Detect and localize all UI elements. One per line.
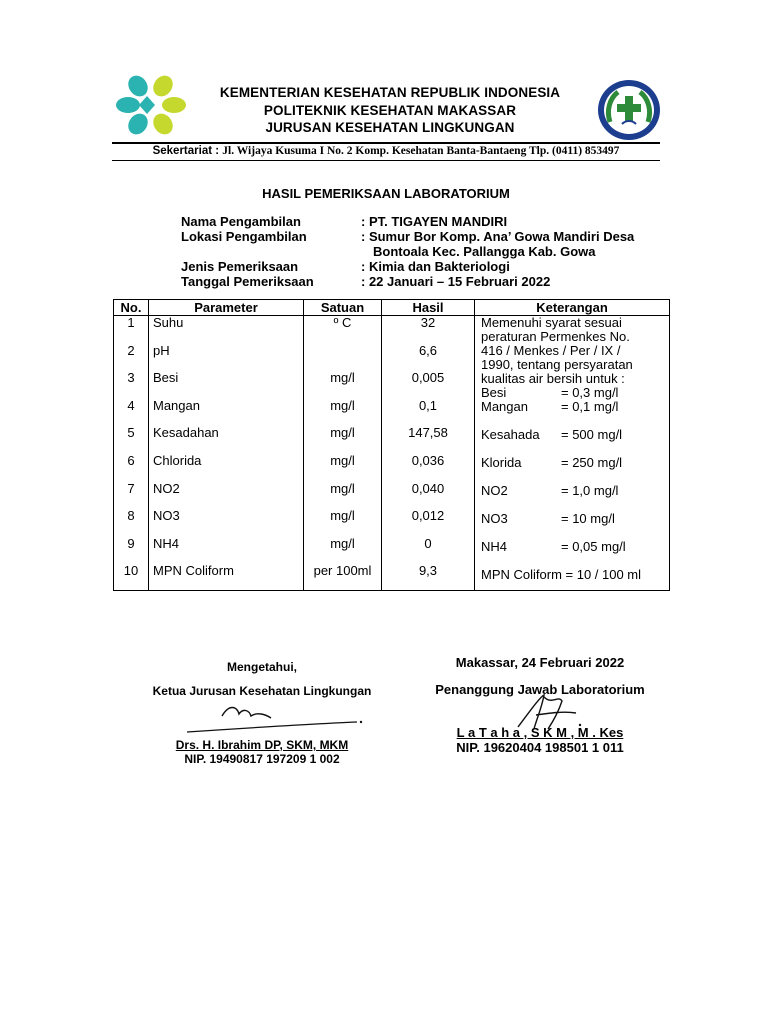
limit-no2 bbox=[481, 484, 666, 498]
cell-satuan: mg/l bbox=[304, 399, 382, 427]
limit-name: Kesahada bbox=[481, 427, 540, 442]
column-header-keterangan: Keterangan bbox=[475, 300, 670, 316]
signatory-name: L a T a h a , S K M , M . Kes bbox=[456, 725, 624, 740]
cell-no: 5 bbox=[114, 426, 149, 454]
cell-hasil: 9,3 bbox=[382, 564, 475, 591]
cell-no: 3 bbox=[114, 371, 149, 399]
cell-no: 2 bbox=[114, 344, 149, 372]
secretariat-label: Sekertariat : bbox=[152, 145, 220, 157]
limit-name: NH4 bbox=[481, 539, 508, 554]
signatory-nip: NIP. 19620404 198501 1 011 bbox=[456, 740, 624, 755]
limit-name: Besi bbox=[481, 385, 507, 400]
cell-satuan: mg/l bbox=[304, 537, 382, 565]
column-header-no: No. bbox=[114, 300, 149, 316]
cell-hasil: 0 bbox=[382, 537, 475, 565]
limit-value: = 0,1 mg/l bbox=[561, 399, 619, 414]
limit-coliform: MPN Coliform = 10 / 100 ml bbox=[481, 567, 642, 582]
document-title: HASIL PEMERIKSAAN LABORATORIUM bbox=[262, 186, 510, 201]
info-value: : Kimia dan Bakteriologi bbox=[361, 259, 510, 274]
limit-name: NO2 bbox=[481, 483, 508, 498]
keterangan-line: kualitas air bersih untuk : bbox=[481, 371, 625, 386]
limit-kesadahan bbox=[481, 428, 666, 442]
info-value: : Sumur Bor Komp. Ana’ Gowa Mandiri Desa bbox=[361, 229, 635, 244]
signatory-name: Drs. H. Ibrahim DP, SKM, MKM bbox=[175, 738, 349, 752]
ministry-of-health-logo bbox=[114, 72, 188, 138]
limit-mangan bbox=[481, 400, 666, 414]
secretariat-line bbox=[112, 145, 660, 157]
poltekkes-seal-logo bbox=[596, 78, 662, 142]
info-value: : PT. TIGAYEN MANDIRI bbox=[361, 214, 508, 229]
cell-no: 8 bbox=[114, 509, 149, 537]
cell-satuan: mg/l bbox=[304, 371, 382, 399]
header-divider-top bbox=[112, 142, 660, 144]
cell-hasil: 0,005 bbox=[382, 371, 475, 399]
cell-hasil: 32 bbox=[382, 316, 475, 344]
signature-block-left bbox=[112, 660, 412, 766]
signature-title: Penanggung Jawab Laboratorium bbox=[435, 682, 645, 697]
limit-klorida bbox=[481, 456, 666, 470]
info-label: Nama Pengambilan bbox=[181, 214, 301, 229]
cell-hasil: 147,58 bbox=[382, 426, 475, 454]
limit-name: Klorida bbox=[481, 455, 522, 470]
header-divider-bottom bbox=[112, 160, 660, 161]
cell-satuan: mg/l bbox=[304, 454, 382, 482]
department-name: JURUSAN KESEHATAN LINGKUNGAN bbox=[265, 120, 515, 135]
limit-value: = 250 mg/l bbox=[561, 455, 623, 470]
limit-value: = 0,3 mg/l bbox=[561, 385, 619, 400]
cell-parameter: pH bbox=[149, 344, 304, 372]
handwritten-signature bbox=[147, 698, 377, 738]
limit-name: NO3 bbox=[481, 511, 508, 526]
info-value-continuation: Bontoala Kec. Pallangga Kab. Gowa bbox=[373, 244, 596, 259]
institution-name: POLITEKNIK KESEHATAN MAKASSAR bbox=[263, 102, 517, 118]
cell-no: 7 bbox=[114, 482, 149, 510]
cell-hasil: 0,1 bbox=[382, 399, 475, 427]
keterangan-line: Memenuhi syarat sesuai bbox=[481, 315, 622, 330]
cell-parameter: Mangan bbox=[149, 399, 304, 427]
signature-block-right bbox=[410, 655, 670, 755]
cell-parameter: Chlorida bbox=[149, 454, 304, 482]
limit-value: = 1,0 mg/l bbox=[561, 483, 619, 498]
limit-value: = 10 mg/l bbox=[561, 511, 615, 526]
keterangan-line: peraturan Permenkes No. bbox=[481, 329, 630, 344]
info-value: : 22 Januari – 15 Februari 2022 bbox=[361, 274, 551, 289]
letterhead bbox=[180, 84, 600, 137]
keterangan-line: 416 / Menkes / Per / IX / bbox=[481, 343, 621, 358]
keterangan-column bbox=[481, 316, 666, 582]
cell-hasil: 0,012 bbox=[382, 509, 475, 537]
limit-nh4 bbox=[481, 540, 666, 554]
cell-satuan: mg/l bbox=[304, 426, 382, 454]
info-label: Jenis Pemeriksaan bbox=[181, 259, 299, 274]
cell-parameter: MPN Coliform bbox=[149, 564, 304, 591]
cell-parameter: NH4 bbox=[149, 537, 304, 565]
limit-name: Mangan bbox=[481, 399, 528, 414]
info-label: Lokasi Pengambilan bbox=[181, 229, 307, 244]
column-header-parameter: Parameter bbox=[149, 300, 304, 316]
cell-no: 9 bbox=[114, 537, 149, 565]
cell-no: 6 bbox=[114, 454, 149, 482]
limit-no3 bbox=[481, 512, 666, 526]
table-header-row bbox=[114, 300, 670, 316]
signature-caption: Mengetahui, bbox=[226, 660, 297, 674]
info-label: Tanggal Pemeriksaan bbox=[181, 274, 314, 289]
keterangan-line: 1990, tentang persyaratan bbox=[481, 357, 633, 372]
limit-besi bbox=[481, 386, 666, 400]
cell-satuan bbox=[304, 344, 382, 372]
cell-no: 10 bbox=[114, 564, 149, 591]
cell-no: 1 bbox=[114, 316, 149, 344]
signatory-nip: NIP. 19490817 197209 1 002 bbox=[184, 752, 340, 766]
cell-parameter: NO2 bbox=[149, 482, 304, 510]
cell-satuan: per 100ml bbox=[304, 564, 382, 591]
limit-value: = 0,05 mg/l bbox=[561, 539, 626, 554]
ministry-name: KEMENTERIAN KESEHATAN REPUBLIK INDONESIA bbox=[219, 85, 561, 100]
cell-hasil: 0,036 bbox=[382, 454, 475, 482]
place-date: Makassar, 24 Februari 2022 bbox=[455, 655, 625, 670]
cell-parameter: Suhu bbox=[149, 316, 304, 344]
limit-value: = 500 mg/l bbox=[561, 427, 623, 442]
cell-parameter: Besi bbox=[149, 371, 304, 399]
cell-no: 4 bbox=[114, 399, 149, 427]
column-header-hasil: Hasil bbox=[382, 300, 475, 316]
cell-satuan: º C bbox=[304, 316, 382, 344]
secretariat-address: Jl. Wijaya Kusuma I No. 2 Komp. Kesehatan Banta-Bantaeng Tlp. (0411) 853497 bbox=[222, 145, 620, 157]
cell-hasil: 0,040 bbox=[382, 482, 475, 510]
column-header-satuan: Satuan bbox=[304, 300, 382, 316]
signature-title: Ketua Jurusan Kesehatan Lingkungan bbox=[152, 684, 372, 698]
cell-hasil: 6,6 bbox=[382, 344, 475, 372]
cell-parameter: Kesadahan bbox=[149, 426, 304, 454]
cell-satuan: mg/l bbox=[304, 482, 382, 510]
cell-satuan: mg/l bbox=[304, 509, 382, 537]
cell-parameter: NO3 bbox=[149, 509, 304, 537]
